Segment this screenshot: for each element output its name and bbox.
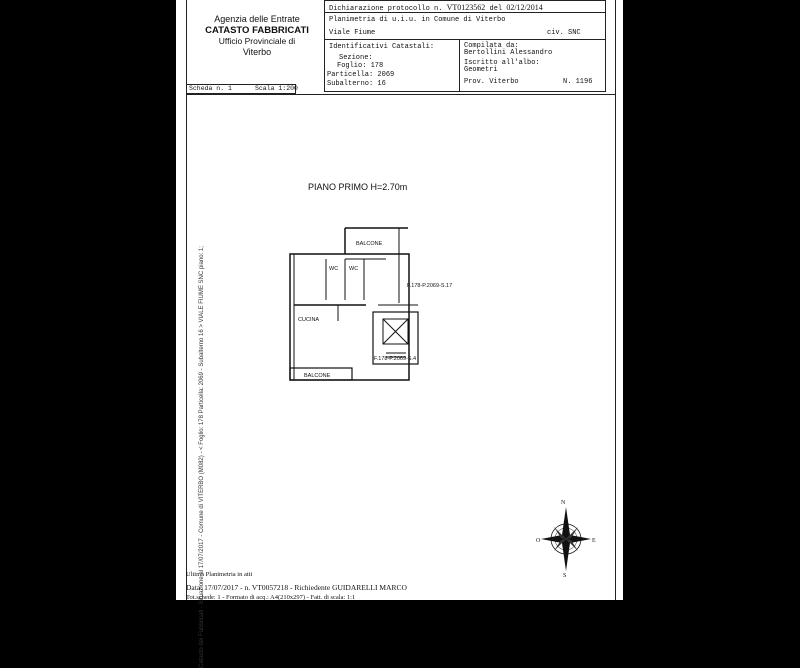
footer-format: Tot.schede: 1 - Formato di acq.: A4(210x297) - Fatt. di scala: 1:1 bbox=[186, 594, 356, 601]
compiled-label: Compilata da: bbox=[464, 42, 519, 50]
ref-sub-17: F.178-P.2069-S.17 bbox=[407, 283, 453, 289]
agency-name: Agenzia delle Entrate bbox=[214, 14, 300, 24]
particella-value: 2069 bbox=[377, 71, 395, 79]
scale: Scala 1:200 bbox=[255, 85, 298, 92]
sezione-label: Sezione: bbox=[339, 54, 373, 62]
scheda-number: Scheda n. 1 bbox=[189, 85, 232, 92]
subalterno-label: Subalterno: bbox=[327, 80, 374, 88]
compiled-name: Bertollini Alessandro bbox=[464, 49, 553, 57]
street: Viale Fiume bbox=[329, 29, 376, 37]
foglio-label: Foglio: bbox=[337, 62, 367, 70]
ref-sub-4: F.178-P.2069-S.4 bbox=[374, 356, 417, 362]
foglio-value: 178 bbox=[370, 62, 384, 70]
registered-value: Geometri bbox=[464, 66, 498, 74]
footer-last-plan: Ultima Planimetria in atti bbox=[186, 571, 253, 578]
protocol-date: 02/12/2014 bbox=[506, 3, 543, 12]
floor-title: PIANO PRIMO H=2.70m bbox=[308, 182, 408, 192]
room-balcone-bottom: BALCONE bbox=[304, 373, 331, 379]
subalterno-value: 16 bbox=[377, 80, 386, 88]
room-wc-2: WC bbox=[349, 266, 359, 272]
protocol-date-label: del bbox=[489, 5, 503, 13]
plan-title: Planimetria di u.i.u. in Comune di Viterbo bbox=[329, 16, 506, 24]
room-cucina: CUCINA bbox=[298, 317, 320, 323]
civic-number: civ. SNC bbox=[547, 29, 581, 37]
sheet-info bbox=[186, 84, 296, 94]
ident-label: Identificativi Catastali: bbox=[329, 43, 435, 51]
side-stamp: Catasto dei Fabbricati - Situazione al 17/07/2017 - Comune di VITERBO (M082) - < Foglio: 178 Particella: 2069 - Subalterno 16 > VIALE FIUME SNC piano: 1; bbox=[199, 246, 205, 668]
province: Prov. Viterbo bbox=[464, 78, 519, 86]
particella-label: Particella: bbox=[327, 71, 374, 79]
footer-request-data: Data: 17/07/2017 - n. VT0057218 - Richiedente GUIDARELLI MARCO bbox=[186, 583, 407, 592]
protocol-label: Dichiarazione protocollo n. bbox=[329, 5, 443, 13]
compass-rose-icon bbox=[541, 507, 591, 571]
registration-number: N. 1196 bbox=[563, 78, 593, 86]
compass-o: O bbox=[536, 538, 541, 544]
room-balcone-top: BALCONE bbox=[356, 241, 383, 247]
agency-block bbox=[192, 14, 322, 58]
office-city: Viterbo bbox=[242, 47, 272, 57]
office-label: Ufficio Provinciale di bbox=[218, 36, 296, 46]
catasto-title: CATASTO FABBRICATI bbox=[205, 25, 309, 36]
protocol-number: VT0123562 bbox=[446, 3, 486, 12]
compass-e: E bbox=[592, 538, 596, 544]
registered-label: Iscritto all'albo: bbox=[464, 59, 540, 67]
header-box bbox=[324, 0, 606, 92]
room-wc-1: WC bbox=[329, 266, 339, 272]
cadastral-document bbox=[176, 0, 623, 668]
compass-n: N bbox=[561, 500, 566, 506]
compass-s: S bbox=[563, 573, 567, 579]
